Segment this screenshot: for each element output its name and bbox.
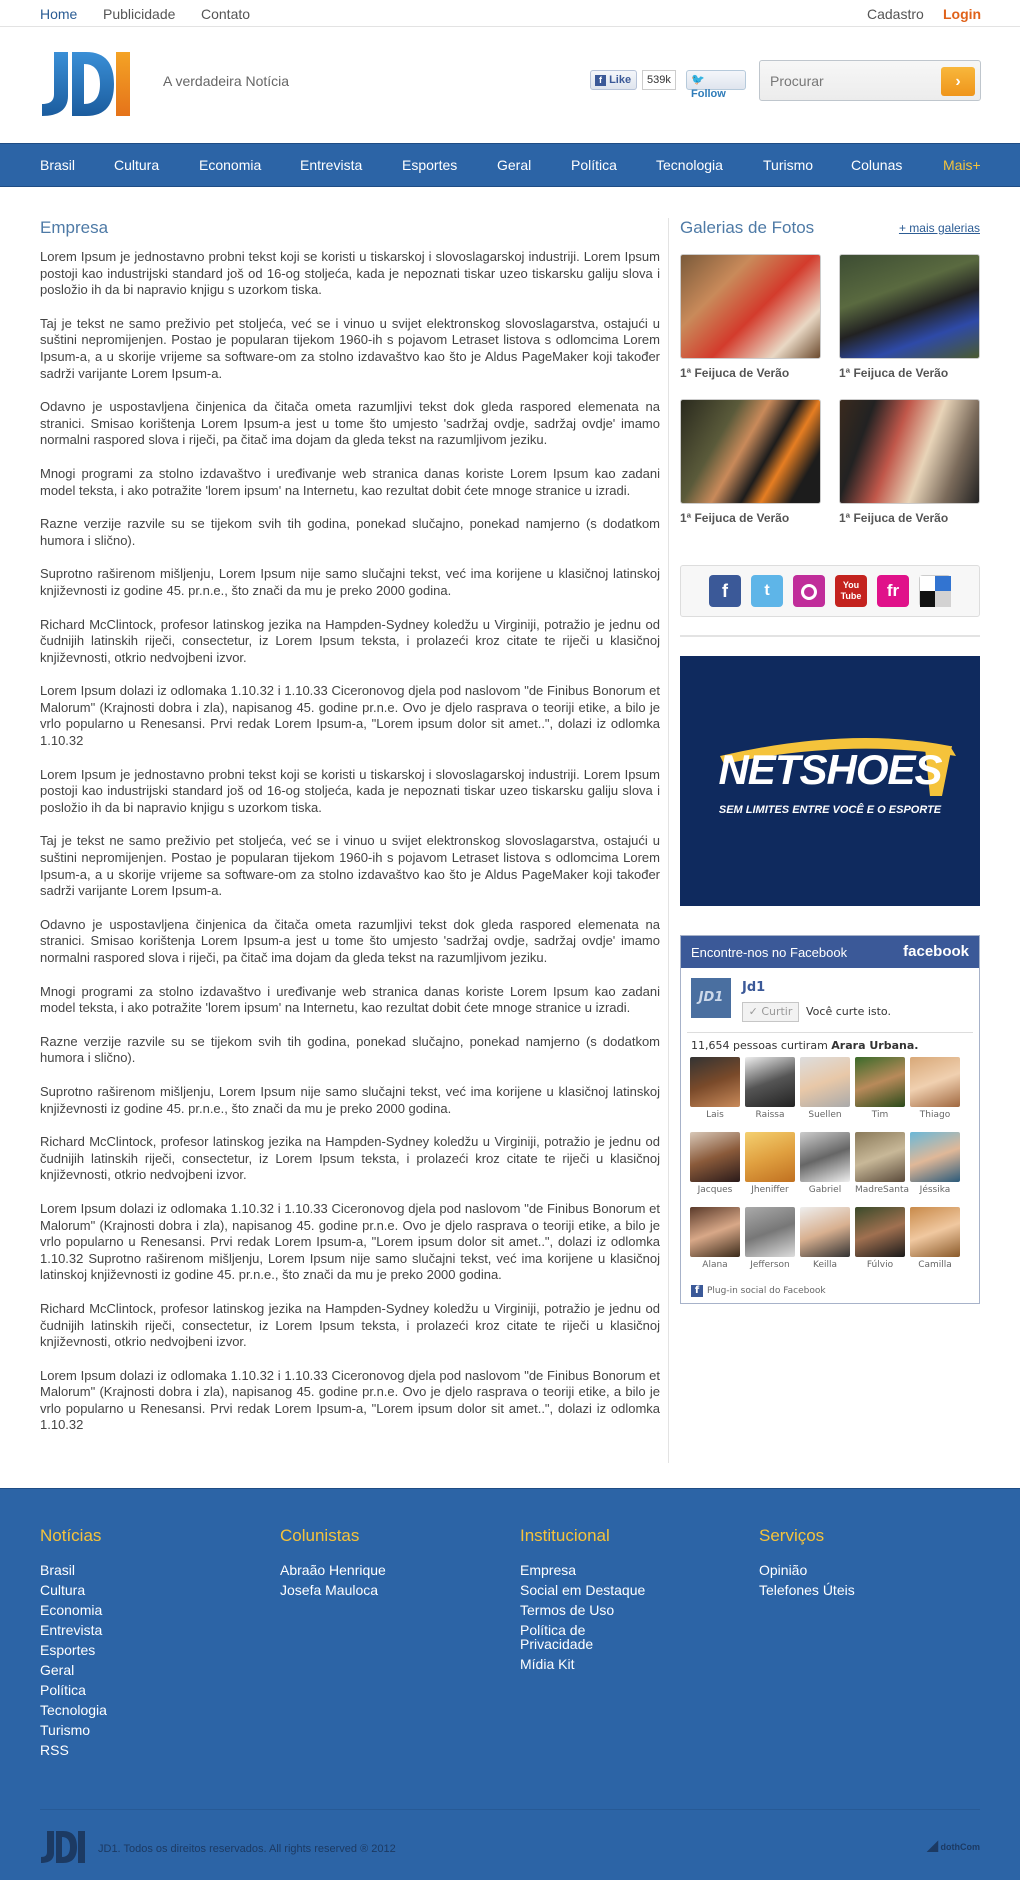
- top-link-publicidade[interactable]: Publicidade: [103, 6, 176, 22]
- footer-link[interactable]: Termos de Uso: [520, 1602, 615, 1618]
- fan-avatar[interactable]: Camilla: [910, 1207, 960, 1270]
- footer-link[interactable]: Telefones Úteis: [759, 1582, 855, 1598]
- nav-item-colunas[interactable]: Colunas: [851, 157, 903, 173]
- search-button[interactable]: ›: [941, 67, 975, 96]
- site-footer: [0, 1488, 1020, 1880]
- article-paragraph: Lorem Ipsum je jednostavno probni tekst koji se koristi u tiskarskoj i slovoslagarskoj industriji. Lorem Ipsum postoji kao industrijski standard još od 16-og stoljeća, kada je nepoznati tiskar uzeo tiskarsku galiju slova i posložio ih da bi napravio knjigu s uzorkom tiska.: [40, 249, 660, 298]
- ad-brand: NETSHOES: [718, 746, 942, 793]
- nav-item-entrevista[interactable]: Entrevista: [300, 157, 363, 173]
- nav-item-cultura[interactable]: Cultura: [114, 157, 160, 173]
- netshoes-ad-banner[interactable]: [680, 656, 980, 906]
- facebook-icon: f: [691, 1285, 703, 1297]
- main-content: [40, 218, 660, 1451]
- column-divider: [668, 218, 669, 1463]
- article-paragraph: Odavno je uspostavljena činjenica da čitača ometa razumljivi tekst dok gleda raspored elemenata na stranici. Smisao korištenja Lorem Ipsum-a jest u tome što umjesto 'sadržaj ovdje, sadržaj ovdje' imamo normalni raspored slova i riječi, pa čitač ima dojam da gleda tekst na razumljivom jeziku.: [40, 916, 660, 965]
- footer-divider: [40, 1809, 980, 1810]
- footer-link-rss[interactable]: RSS: [40, 1742, 69, 1758]
- fan-avatar[interactable]: Raissa: [745, 1057, 795, 1120]
- more-galleries-link[interactable]: + mais galerias: [898, 221, 980, 235]
- search-box: [759, 60, 981, 101]
- footer-link[interactable]: Política: [40, 1682, 86, 1698]
- fan-avatar[interactable]: Jheniffer: [745, 1132, 795, 1195]
- article-paragraph: Suprotno raširenom mišljenju, Lorem Ipsum nije samo slučajni tekst, već ima korijene u klasičnoj latinskoj književnosti iz godine 45. pr.n.e., što znači da mu je preko 2000 godina.: [40, 1083, 660, 1116]
- gallery-caption[interactable]: 1ª Feijuca de Verão: [680, 366, 790, 380]
- curtir-label: Curtir: [761, 1005, 793, 1018]
- like-count: 539k: [642, 70, 676, 90]
- article-paragraph: Razne verzije razvile su se tijekom svih tih godina, ponekad slučajno, ponekad namjerno (s dodatkom humora i slično).: [40, 1033, 660, 1066]
- footer-link[interactable]: Política de Privacidade: [520, 1622, 594, 1652]
- cadastro-link[interactable]: Cadastro: [867, 6, 924, 22]
- article-paragraph: Richard McClintock, profesor latinskog jezika na Hampden-Sydney koledžu u Virginiji, potražio je jednu od čudnijih latinskih riječi, consectetur, iz Lorem Ipsum teksta, i prolazeći kroz citate te riječi u klasičnoj književnosti, otkrio nedvojbeni izvor.: [40, 1300, 660, 1350]
- page-title: Empresa: [40, 218, 109, 237]
- twitter-icon[interactable]: t: [751, 575, 783, 607]
- fan-avatar[interactable]: Alana: [690, 1207, 740, 1270]
- facebook-plugin-footer: [691, 1285, 826, 1297]
- footer-heading: Serviços: [759, 1526, 825, 1545]
- delicious-icon[interactable]: [919, 575, 951, 607]
- fan-avatar[interactable]: Lais: [690, 1057, 740, 1120]
- footer-heading: Institucional: [520, 1526, 610, 1545]
- top-bar: [0, 0, 1020, 27]
- article-paragraph: Mnogi programi za stolno izdavaštvo i uređivanje web stranica danas koriste Lorem Ipsum kao zadani model teksta, i ako potražite 'lorem ipsum' na Internetu, kao rezultat dobit ćete mnoge stranice u izradi.: [40, 465, 660, 498]
- nav-item-brasil[interactable]: Brasil: [40, 157, 76, 173]
- facebook-like-box: [680, 935, 980, 1304]
- facebook-divider: [687, 1032, 973, 1033]
- like-label: Like: [609, 74, 632, 86]
- main-nav: [0, 143, 1020, 187]
- facebook-icon[interactable]: f: [709, 575, 741, 607]
- fans-count: [691, 1039, 918, 1052]
- article-paragraph: Lorem Ipsum dolazi iz odlomaka 1.10.32 i 1.10.33 Ciceronovog djela pod naslovom "de Finibus Bonorum et Malorum" (Krajnosti dobra i zla), napisanog 45. godine pr.n.e. Ovo je djelo rasprava o teoriji etike, a bilo je vrlo popularno u Renesansi. Prvi redak Lorem Ipsum-a, "Lorem ipsum dolor sit amet..", dolazi iz odlomka 1.10.32: [40, 1367, 660, 1433]
- footer-logo[interactable]: [40, 1830, 86, 1869]
- like-status-text: Você curte isto.: [806, 1005, 891, 1018]
- dothcom-label: dothCom: [940, 1842, 980, 1852]
- page-avatar[interactable]: JD1: [691, 978, 731, 1018]
- page-name-link[interactable]: Jd1: [742, 980, 766, 995]
- fan-avatar[interactable]: Thiago: [910, 1057, 960, 1120]
- article-paragraph: Razne verzije razvile su se tijekom svih tih godina, ponekad slučajno, ponekad namjerno (s dodatkom humora i slično).: [40, 516, 660, 548]
- footer-column-noticias: [40, 1526, 107, 1760]
- gallery-caption[interactable]: 1ª Feijuca de Verão: [839, 366, 949, 380]
- footer-link[interactable]: Josefa Mauloca: [280, 1582, 379, 1598]
- footer-link[interactable]: Tecnologia: [40, 1702, 107, 1718]
- article-paragraph: Lorem Ipsum dolazi iz odlomaka 1.10.32 i 1.10.33 Ciceronovog djela pod naslovom "de Finibus Bonorum et Malorum" (Krajnosti dobra i zla), napisanog 45. godine pr.n.e. Ovo je djelo rasprava o teoriji etike, a bilo je vrlo popularno u Renesansi. Prvi redak Lorem Ipsum-a, "Lorem ipsum dolor sit amet..", dolazi iz odlomka 1.10.32: [40, 683, 660, 749]
- dothcom-icon: ◢: [927, 1837, 938, 1853]
- facebook-logo[interactable]: facebook: [903, 943, 969, 960]
- nav-item-tecnologia[interactable]: Tecnologia: [656, 157, 723, 173]
- sidebar-divider: [680, 635, 980, 637]
- nav-item-esportes[interactable]: Esportes: [402, 157, 458, 173]
- footer-link[interactable]: Opinião: [759, 1562, 808, 1578]
- fan-avatar[interactable]: Gabriel: [800, 1132, 850, 1195]
- fans-count-text: 11,654 pessoas curtiram: [691, 1039, 828, 1052]
- fan-avatar[interactable]: Keilla: [800, 1207, 850, 1270]
- twitter-icon: 🐦: [691, 74, 705, 86]
- facebook-like-button[interactable]: [590, 70, 637, 90]
- site-logo[interactable]: [40, 50, 132, 123]
- article-paragraph: Lorem Ipsum je jednostavno probni tekst koji se koristi u tiskarskoj i slovoslagarskoj industriji. Lorem Ipsum postoji kao industrijski standard još od 16-og stoljeća, kada je nepoznati tiskar uzeo tiskarsku galiju slova i posložio ih da bi napravio knjigu s uzorkom tiska.: [40, 766, 660, 815]
- facebook-icon: f: [595, 75, 606, 86]
- gallery-caption[interactable]: 1ª Feijuca de Verão: [839, 511, 949, 525]
- fan-avatar[interactable]: Jefferson: [745, 1207, 795, 1270]
- nav-item-turismo[interactable]: Turismo: [763, 157, 814, 173]
- nav-item-economia[interactable]: Economia: [199, 157, 262, 173]
- twitter-follow-button[interactable]: [686, 70, 746, 100]
- footer-link[interactable]: Social em Destaque: [520, 1582, 646, 1598]
- fans-count-page[interactable]: Arara Urbana.: [831, 1039, 919, 1052]
- nav-item-mais[interactable]: Mais+: [943, 157, 981, 173]
- fan-avatar[interactable]: MadreSanta: [855, 1132, 905, 1195]
- gallery-caption[interactable]: 1ª Feijuca de Verão: [680, 511, 790, 525]
- footer-link[interactable]: Mídia Kit: [520, 1656, 575, 1672]
- search-input[interactable]: [770, 71, 930, 91]
- footer-link[interactable]: Entrevista: [40, 1622, 103, 1638]
- article-paragraph: Suprotno raširenom mišljenju, Lorem Ipsum nije samo slučajni tekst, već ima korijene u klasičnoj latinskoj književnosti iz godine 45. pr.n.e., što znači da mu je preko 2000 godina.: [40, 566, 660, 598]
- flickr-icon[interactable]: fr: [877, 575, 909, 607]
- nav-item-politica[interactable]: Política: [571, 157, 617, 173]
- fan-avatar[interactable]: Jéssika: [910, 1132, 960, 1195]
- top-link-home[interactable]: Home: [40, 6, 78, 22]
- gallery-title: Galerias de Fotos: [680, 218, 815, 237]
- copyright-text: JD1. Todos os direitos reservados. All rights reserved ® 2012: [98, 1843, 396, 1855]
- footer-link[interactable]: Abraão Henrique: [280, 1562, 386, 1578]
- top-link-contato[interactable]: Contato: [201, 6, 251, 22]
- footer-column-institucional: [520, 1526, 670, 1674]
- gallery-photo[interactable]: [839, 399, 980, 504]
- article-paragraph: Richard McClintock, profesor latinskog jezika na Hampden-Sydney koledžu u Virginiji, potražio je jednu od čudnijih latinskih riječi, consectetur, iz Lorem Ipsum teksta, i prolazeći kroz citate te riječi u klasičnoj književnosti, otkrio nedvojbeni izvor.: [40, 616, 660, 665]
- nav-item-geral[interactable]: Geral: [497, 157, 532, 173]
- footer-link[interactable]: Economia: [40, 1602, 103, 1618]
- article-paragraph: Richard McClintock, profesor latinskog jezika na Hampden-Sydney koledžu u Virginiji, potražio je jednu od čudnijih latinskih riječi, consectetur, iz Lorem Ipsum teksta, i prolazeći kroz citate te riječi u klasičnoj književnosti, otkrio nedvojbeni izvor.: [40, 1134, 660, 1183]
- site-tagline: A verdadeira Notícia: [163, 73, 290, 89]
- footer-link[interactable]: Empresa: [520, 1562, 577, 1578]
- article-paragraph: Lorem Ipsum dolazi iz odlomaka 1.10.32 i 1.10.33 Ciceronovog djela pod naslovom "de Finibus Bonorum et Malorum" (Krajnosti dobra i zla), napisanog 45. godine pr.n.e. Ovo je djelo rasprava o teoriji etike, a bilo je vrlo popularno u Renesansi. Prvi redak Lorem Ipsum-a, "Lorem ipsum dolor sit amet..", dolazi iz odlomka 1.10.32 Suprotno raširenom mišljenju, Lorem Ipsum nije samo slučajni tekst, već ima korijene u klasičnoj latinskoj književnosti iz godine 45. pr.n.e., što znači da mu je preko 2000 godina.: [40, 1200, 660, 1283]
- article-paragraph: Taj je tekst ne samo preživio pet stoljeća, već se i vinuo u svijet elektronskog slovoslagarstva, ostajući u suštini nepromijenjen. Postao je popularan tijekom 1960-ih s pojavom Letraset listova s odlomcima Lorem Ipsum-a, a u skorije vrijeme sa software-om za stolno izdavaštvo kao što je Aldus PageMaker koji također sadrži varijante Lorem Ipsum-a.: [40, 833, 660, 899]
- footer-link[interactable]: Turismo: [40, 1722, 91, 1738]
- gallery-photo[interactable]: [680, 254, 821, 359]
- ad-slogan: SEM LIMITES ENTRE VOCÊ E O ESPORTE: [718, 804, 942, 816]
- instagram-icon[interactable]: [793, 575, 825, 607]
- fan-avatar[interactable]: Suellen: [800, 1057, 850, 1120]
- footer-heading: Colunistas: [280, 1526, 360, 1545]
- footer-link[interactable]: Cultura: [40, 1582, 86, 1598]
- gallery-photo[interactable]: [839, 254, 980, 359]
- login-link[interactable]: Login: [943, 6, 982, 22]
- fan-avatar[interactable]: Jacques: [690, 1132, 740, 1195]
- footer-heading: Notícias: [40, 1526, 102, 1545]
- facebook-plugin-label[interactable]: Plug-in social do Facebook: [707, 1286, 826, 1296]
- site-header: [0, 28, 1020, 144]
- follow-label: Follow: [691, 88, 726, 100]
- article-paragraph: Taj je tekst ne samo preživio pet stoljeća, već se i vinuo u svijet elektronskog slovoslagarstva, ostajući u suštini nepromijenjen. Postao je popularan tijekom 1960-ih s pojavom Letraset listova s odlomcima Lorem Ipsum-a, a u skorije vrijeme sa software-om za stolno izdavaštvo kao što je Aldus PageMaker koji također sadrži varijante Lorem Ipsum-a.: [40, 315, 660, 381]
- fan-avatar[interactable]: Fúlvio: [855, 1207, 905, 1270]
- facebook-box-title: Encontre-nos no Facebook: [691, 945, 848, 960]
- footer-link[interactable]: Geral: [40, 1662, 75, 1678]
- footer-link[interactable]: Esportes: [40, 1642, 96, 1658]
- footer-column-servicos: [759, 1526, 855, 1600]
- article-paragraph: Mnogi programi za stolno izdavaštvo i uređivanje web stranica danas koriste Lorem Ipsum kao zadani model teksta, i ako potražite 'lorem ipsum' na Internetu, kao rezultat dobit ćete mnoge stranice u izradi.: [40, 983, 660, 1016]
- facebook-box-header: [681, 936, 979, 968]
- article-paragraph: Odavno je uspostavljena činjenica da čitača ometa razumljivi tekst dok gleda raspored elemenata na stranici. Smisao korištenja Lorem Ipsum-a jest u tome što umjesto 'sadržaj ovdje, sadržaj ovdje' imamo normalni raspored slova i riječi, pa čitač ima dojam da gleda tekst na razumljivom jeziku.: [40, 399, 660, 448]
- footer-link[interactable]: Brasil: [40, 1562, 76, 1578]
- curtir-button[interactable]: ✓ Curtir: [742, 1002, 799, 1022]
- fan-avatar[interactable]: Tim: [855, 1057, 905, 1120]
- social-icons-row: [680, 565, 980, 617]
- gallery-photo[interactable]: [680, 399, 821, 504]
- dothcom-credit[interactable]: [927, 1837, 980, 1854]
- youtube-icon[interactable]: You Tube: [835, 575, 867, 607]
- footer-column-colunistas: [280, 1526, 386, 1600]
